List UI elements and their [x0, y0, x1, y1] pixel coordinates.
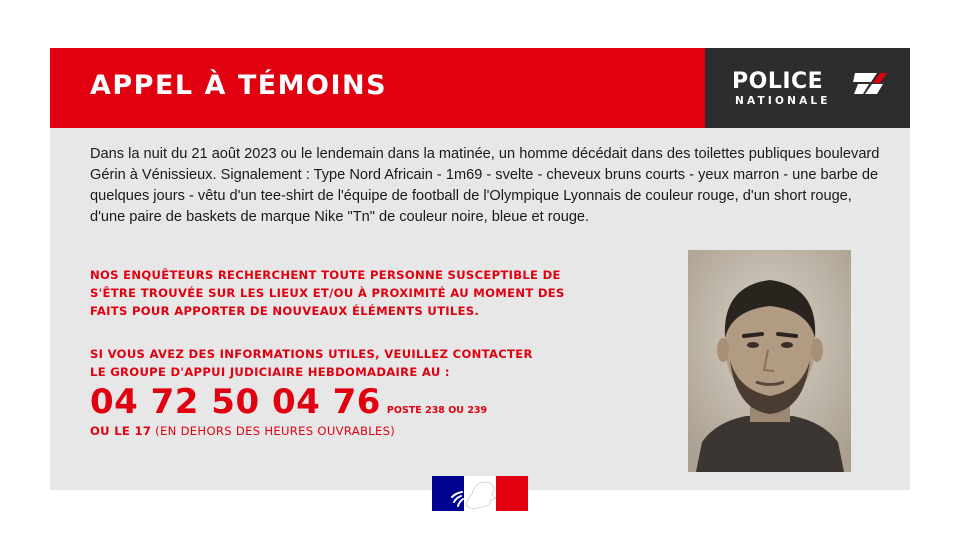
emergency-number[interactable]: OU LE 17 — [90, 424, 152, 438]
alternative-contact — [90, 424, 395, 438]
appeal-line: S'ÊTRE TROUVÉE SUR LES LIEUX ET/OU À PROXIMITÉ AU MOMENT DES — [90, 286, 565, 300]
appeal-line: FAITS POUR APPORTER DE NOUVEAUX ÉLÉMENTS UTILES. — [90, 304, 480, 318]
phone-extension: POSTE 238 OU 239 — [386, 405, 488, 416]
phone-number[interactable]: 04 72 50 04 76 — [90, 382, 381, 422]
notice-card — [50, 48, 910, 490]
appeal-text — [90, 266, 660, 320]
incident-description: Dans la nuit du 21 août 2023 ou le lendemain dans la matinée, un homme décédait dans des toilettes publiques boulevard Gérin à Vénissieux. Signalement : Type Nord Africain - 1m69 - svelte - cheveux bruns courts - yeux marron - une barbe de quelques jours - vêtu d'un tee-shirt de l'équipe de football de l'Olympique Lyonnais de couleur rouge, d'un short rouge, d'une paire de baskets de marque Nike "Tn" de couleur noire, bleue et rouge. — [90, 146, 880, 225]
contact-instructions — [90, 345, 650, 381]
title-banner — [50, 48, 705, 128]
emergency-note: (EN DEHORS DES HEURES OUVRABLES) — [151, 424, 396, 438]
phone-block — [90, 382, 487, 422]
page-title: APPEL À TÉMOINS — [90, 70, 388, 101]
logo-police-text: POLICE — [732, 69, 824, 94]
marianne-logo — [432, 476, 528, 511]
suspect-photo — [688, 250, 851, 472]
appeal-line: NOS ENQUÊTEURS RECHERCHENT TOUTE PERSONNE SUSCEPTIBLE DE — [90, 268, 561, 282]
police-nationale-logo — [705, 48, 910, 128]
contact-line: SI VOUS AVEZ DES INFORMATIONS UTILES, VEUILLEZ CONTACTER — [90, 347, 533, 361]
police-wing-icon — [853, 70, 889, 96]
logo-nationale-text: NATIONALE — [735, 95, 831, 107]
contact-line: LE GROUPE D'APPUI JUDICIAIRE HEBDOMADAIRE AU : — [90, 365, 450, 379]
